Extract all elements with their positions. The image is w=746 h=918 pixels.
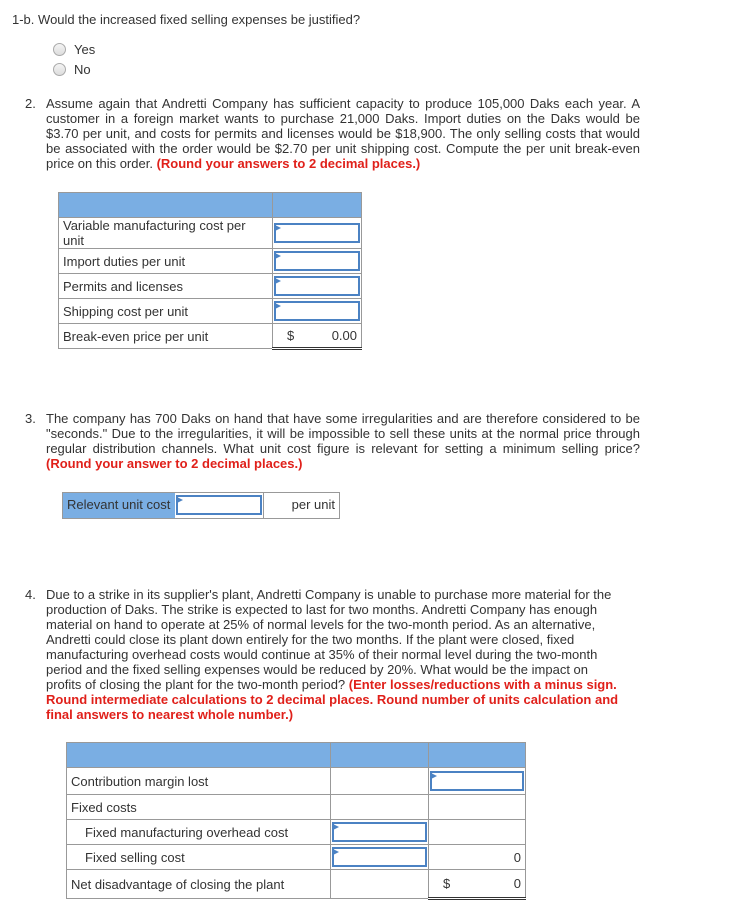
row-label: Net disadvantage of closing the plant xyxy=(67,870,331,899)
relevant-unit-cost-row xyxy=(62,492,340,519)
question-text: The company has 700 Daks on hand that have some irregularities and are therefore considered to be "seconds." Due to the irregularities, it will be impossible to sell these units at the normal price through regular distribution channels. What unit cost figure is relevant for setting a minimum selling price? xyxy=(46,411,640,456)
question-4 xyxy=(25,587,625,722)
instruction: (Round your answers to 2 decimal places.) xyxy=(156,156,421,171)
import-duties-input[interactable] xyxy=(274,251,360,271)
row-label: Break-even price per unit xyxy=(59,324,273,349)
permits-input[interactable] xyxy=(274,276,360,296)
shipping-input[interactable] xyxy=(274,301,360,321)
break-even-table xyxy=(58,192,362,350)
question-number: 1-b. xyxy=(12,12,35,27)
header-cell xyxy=(59,193,273,218)
relevant-unit-cost-input[interactable] xyxy=(176,495,262,515)
row-label: Fixed selling cost xyxy=(67,845,331,870)
row-label: Variable manufacturing cost per unit xyxy=(59,218,273,249)
fixed-selling-input[interactable] xyxy=(332,847,427,867)
break-even-total xyxy=(273,324,362,349)
question-2 xyxy=(25,96,640,171)
question-number: 2. xyxy=(25,96,36,111)
radio-no[interactable] xyxy=(53,62,91,77)
row-label: Fixed manufacturing overhead cost xyxy=(67,820,331,845)
header-cell xyxy=(67,743,331,768)
radio-yes[interactable] xyxy=(53,42,95,57)
question-1b xyxy=(12,12,360,27)
question-text: Due to a strike in its supplier's plant, Andretti Company is unable to purchase more material for the production of Daks. The strike is expected to last for two months. Andretti Company has enough material on hand to operate at 25% of normal levels for the two-month period. As an alternative, Andretti could close its plant down entirely for the two months. If the plant were closed, fixed manufacturing overhead costs would continue at 35% of their normal level during the two-month period and the fixed selling expenses would be reduced by 20%. What would be the impact on profits of closing the plant for the two-month period? xyxy=(46,587,612,692)
currency: $ xyxy=(443,876,451,891)
header-cell xyxy=(429,743,526,768)
instruction: (Round your answer to 2 decimal places.) xyxy=(46,456,303,471)
variable-cost-input[interactable] xyxy=(274,223,360,243)
net-disadvantage-total xyxy=(429,870,526,899)
row-label: Shipping cost per unit xyxy=(59,299,273,324)
radio-label: Yes xyxy=(74,42,96,57)
header-cell xyxy=(273,193,362,218)
fixed-overhead-input[interactable] xyxy=(332,822,427,842)
currency: $ xyxy=(287,328,295,343)
row-label: Contribution margin lost xyxy=(67,768,331,795)
row-label: Fixed costs xyxy=(67,795,331,820)
row-label: Permits and licenses xyxy=(59,274,273,299)
row-label: Import duties per unit xyxy=(59,249,273,274)
question-number: 3. xyxy=(25,411,36,426)
unit-label: per unit xyxy=(263,493,339,518)
contribution-margin-input[interactable] xyxy=(430,771,524,791)
total-value: 0 xyxy=(513,876,521,891)
question-text: Would the increased fixed selling expenses be justified? xyxy=(38,12,361,27)
question-number: 4. xyxy=(25,587,36,602)
fixed-selling-total: 0 xyxy=(429,845,526,870)
instruction: (Enter losses/reductions with a minus sign. Round intermediate calculations to 2 decimal places. Round number of units calculation and final answers to nearest whole number.) xyxy=(46,677,619,722)
relevant-unit-cost-label: Relevant unit cost xyxy=(63,493,175,518)
plant-closing-table xyxy=(66,742,526,900)
header-cell xyxy=(331,743,429,768)
total-value: 0.00 xyxy=(331,328,357,343)
question-3 xyxy=(25,411,640,471)
radio-circle[interactable] xyxy=(53,43,66,56)
radio-circle[interactable] xyxy=(53,63,66,76)
radio-label: No xyxy=(74,62,91,77)
question-text: Assume again that Andretti Company has sufficient capacity to produce 105,000 Daks each year. A customer in a foreign market wants to purchase 21,000 Daks. Import duties on the Daks would be $3.70 per unit, and costs for permits and licenses would be $18,900. The only selling costs that would be associated with the order would be $2.70 per unit shipping cost. Compute the per unit break-even price on this order. xyxy=(46,96,640,171)
